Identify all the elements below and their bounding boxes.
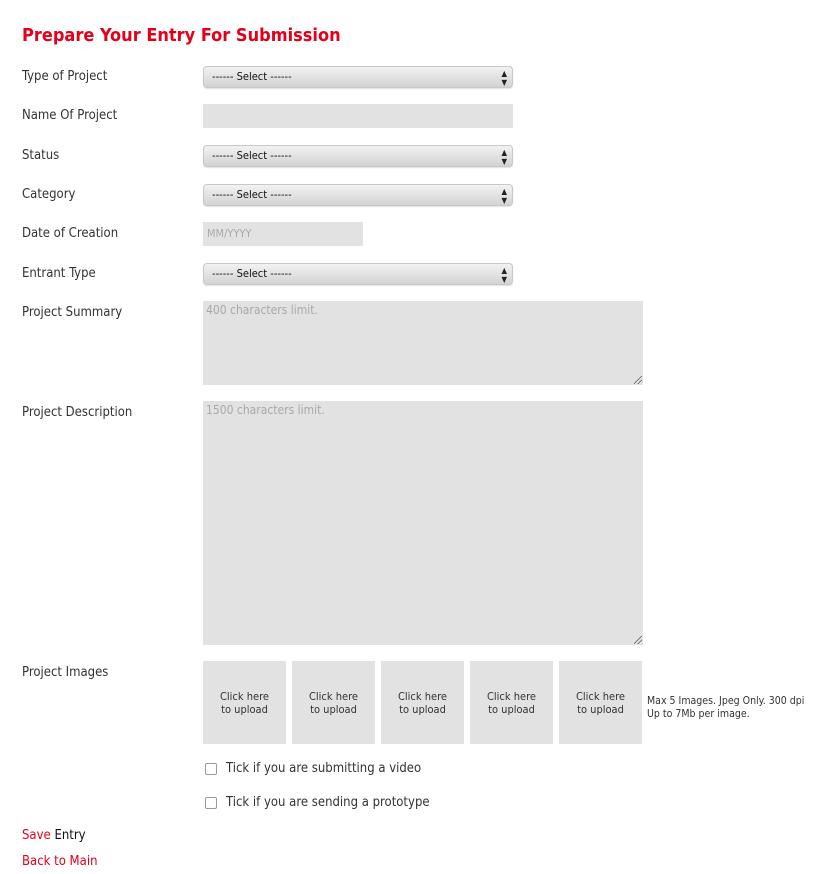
page-title: Prepare Your Entry For Submission: [22, 25, 341, 46]
category-select[interactable]: [203, 184, 513, 206]
image-note-line1: Max 5 Images. Jpeg Only. 300 dpi: [647, 695, 805, 707]
select-arrows-icon: ▲ ▼: [501, 187, 507, 205]
resize-grip-icon[interactable]: [634, 376, 642, 384]
project-description-textarea[interactable]: [203, 401, 643, 645]
status-select[interactable]: [203, 145, 513, 167]
select-arrows-icon: ▲ ▼: [501, 69, 507, 87]
date-of-creation-label: Date of Creation: [22, 226, 119, 241]
category-label: Category: [22, 187, 76, 202]
prototype-checkbox-row: [205, 795, 430, 810]
prototype-checkbox-label[interactable]: Tick if you are sending a prototype: [226, 795, 430, 810]
type-of-project-label: Type of Project: [22, 69, 108, 84]
resize-grip-icon[interactable]: [634, 636, 642, 644]
upload-slot-line1: Click here: [397, 689, 447, 703]
upload-slot-line1: Click here: [219, 689, 269, 703]
image-note-line2: Up to 7Mb per image.: [647, 708, 750, 720]
video-checkbox-label[interactable]: Tick if you are submitting a video: [226, 761, 422, 776]
entry-word: Entry: [54, 828, 86, 843]
upload-slot-line1: Click here: [308, 689, 358, 703]
upload-slot-line2: to upload: [577, 702, 624, 716]
name-of-project-label: Name Of Project: [22, 108, 118, 123]
back-to-main-link[interactable]: Back to Main: [22, 854, 98, 869]
upload-slot-line1: Click here: [575, 689, 625, 703]
image-requirements-note: [647, 695, 804, 721]
upload-slot-line1: Click here: [486, 689, 536, 703]
upload-slot-line2: to upload: [221, 702, 268, 716]
image-upload-slot-1[interactable]: [203, 661, 286, 744]
select-arrows-icon: ▲ ▼: [501, 266, 507, 284]
image-upload-slot-3[interactable]: [381, 661, 464, 744]
entrant-type-label: Entrant Type: [22, 266, 96, 281]
upload-slot-line2: to upload: [310, 702, 357, 716]
project-summary-placeholder: 400 characters limit.: [206, 303, 318, 317]
status-value: ------ Select ------: [212, 149, 292, 162]
project-description-label: Project Description: [22, 405, 133, 420]
video-checkbox-row: [205, 761, 421, 776]
project-images-label: Project Images: [22, 665, 109, 680]
image-upload-slot-4[interactable]: [470, 661, 553, 744]
name-of-project-input[interactable]: [203, 104, 513, 128]
entrant-type-value: ------ Select ------: [212, 267, 292, 280]
project-summary-textarea[interactable]: [203, 301, 643, 385]
date-of-creation-input[interactable]: MM/YYYY: [203, 222, 363, 246]
type-of-project-select[interactable]: [203, 66, 513, 88]
project-description-placeholder: 1500 characters limit.: [206, 403, 325, 417]
upload-slot-line2: to upload: [488, 702, 535, 716]
save-entry-link[interactable]: [22, 828, 86, 843]
select-arrows-icon: ▲ ▼: [501, 148, 507, 166]
image-upload-slot-2[interactable]: [292, 661, 375, 744]
category-value: ------ Select ------: [212, 188, 292, 201]
save-word[interactable]: Save: [22, 828, 51, 843]
entrant-type-select[interactable]: [203, 263, 513, 285]
video-checkbox[interactable]: [205, 763, 217, 775]
project-summary-label: Project Summary: [22, 305, 123, 320]
prototype-checkbox[interactable]: [205, 797, 217, 809]
image-upload-slot-5[interactable]: [559, 661, 642, 744]
type-of-project-value: ------ Select ------: [212, 70, 292, 83]
upload-slot-line2: to upload: [399, 702, 446, 716]
status-label: Status: [22, 148, 60, 163]
